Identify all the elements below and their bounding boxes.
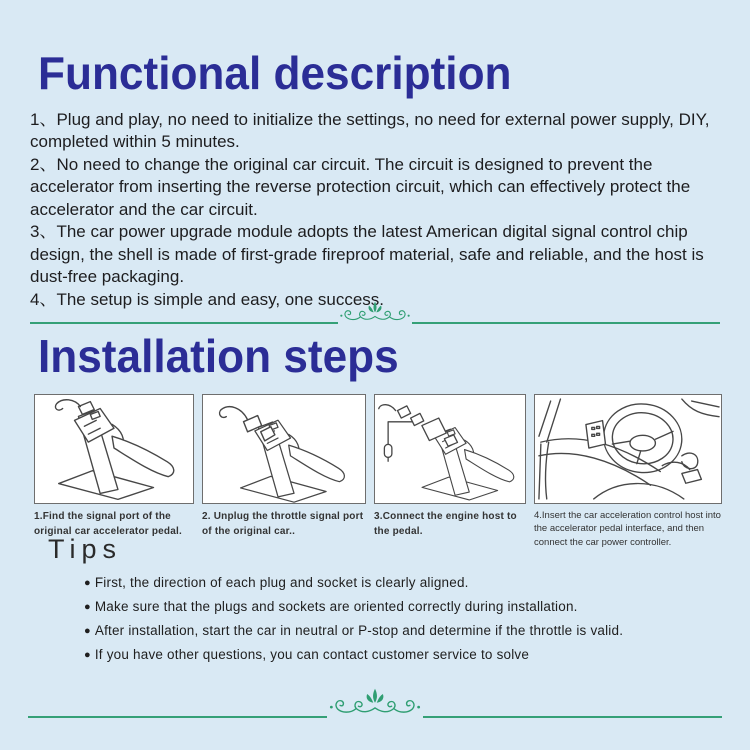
functional-item-4: 4、The setup is simple and easy, one success. — [30, 289, 385, 309]
step-1-caption: 1.Find the signal port of the original car accelerator pedal. — [34, 510, 182, 537]
flourish-ornament-icon — [338, 295, 412, 327]
installation-steps-row — [34, 394, 722, 550]
functional-item-1: 1、Plug and play, no need to initialize the settings, no need for external power supply, DIY, completed within 5 minutes. — [30, 109, 710, 152]
tip-item-4 — [84, 643, 750, 667]
tip-text-1: First, the direction of each plug and socket is clearly aligned. — [94, 574, 469, 590]
functional-description-title: Functional description — [38, 47, 512, 99]
bullet-icon: ● — [84, 600, 91, 613]
step-4-figure — [534, 394, 722, 504]
tip-text-3: After installation, start the car in neutral or P-stop and determine if the throttle is valid. — [94, 622, 624, 638]
tip-text-2: Make sure that the plugs and sockets are oriented correctly during installation. — [94, 598, 578, 614]
divider-line-left — [30, 322, 338, 324]
car-interior-illustration — [535, 395, 721, 503]
tip-text-4: If you have other questions, you can contact customer service to solve — [94, 646, 530, 662]
step-3-caption: 3.Connect the engine host to the pedal. — [374, 510, 517, 537]
step-2-figure — [202, 394, 366, 504]
flourish-ornament-icon — [327, 681, 423, 721]
step-2-caption: 2. Unplug the throttle signal port of the original car.. — [202, 510, 364, 537]
step-3-figure — [374, 394, 526, 504]
functional-item-2: 2、No need to change the original car circuit. The circuit is designed to prevent the accelerator from inserting the reverse protection circuit, which can effectively protect the accelerator and the car circuit. — [30, 154, 691, 219]
pedal-unplugged-illustration — [203, 395, 365, 503]
divider-line-right — [423, 716, 722, 718]
functional-description-list — [27, 109, 726, 312]
tips-list — [84, 571, 750, 667]
bullet-icon: ● — [84, 576, 91, 589]
installation-step-4 — [534, 394, 722, 550]
tip-item-1 — [84, 571, 750, 595]
installation-step-3 — [374, 394, 526, 550]
pedal-with-host-illustration — [375, 395, 525, 503]
functional-item-3: 3、The car power upgrade module adopts the latest American digital signal control chip design, the shell is made of first-grade fireproof material, safe and reliable, and the host is dust-free packaging. — [30, 222, 704, 287]
tips-heading: Tips — [48, 533, 123, 564]
divider-line-left — [28, 716, 327, 718]
tip-item-3 — [84, 619, 750, 643]
installation-steps-title: Installation steps — [38, 330, 399, 383]
section-divider-bottom — [28, 681, 722, 721]
bullet-icon: ● — [84, 624, 91, 637]
divider-line-right — [412, 322, 720, 324]
step-1-figure — [34, 394, 194, 504]
installation-step-1 — [34, 394, 194, 550]
pedal-with-cable-illustration — [35, 395, 193, 503]
tip-item-2 — [84, 595, 750, 619]
installation-step-2 — [202, 394, 366, 550]
step-4-caption: 4.Insert the car acceleration control host into the accelerator pedal interface, and then connect the car power controller. — [534, 509, 721, 549]
bullet-icon: ● — [84, 648, 91, 661]
